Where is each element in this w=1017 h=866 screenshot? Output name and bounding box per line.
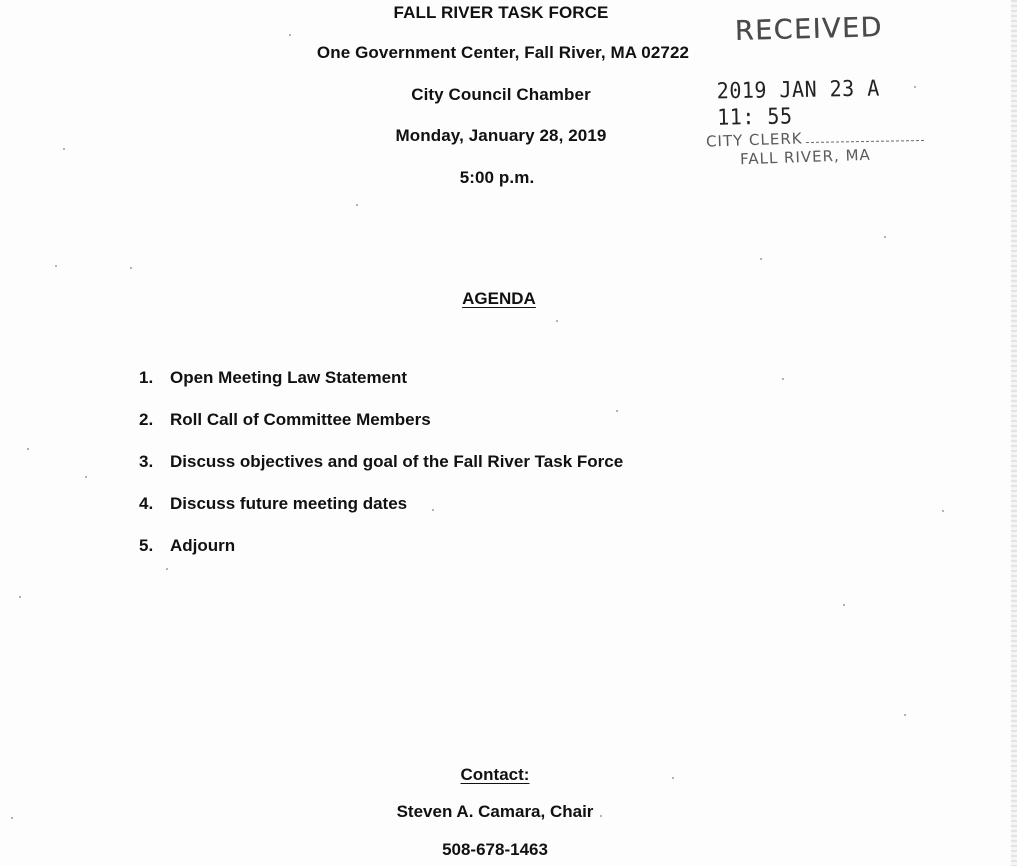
- scan-speck: [356, 204, 358, 206]
- agenda-item-text: Discuss objectives and goal of the Fall River Task Force: [170, 452, 624, 471]
- agenda-heading: AGENDA: [462, 289, 536, 308]
- agenda-item: [139, 494, 623, 536]
- stamp-clerk-text: CITY CLERK: [705, 129, 803, 151]
- agenda-item-text: Discuss future meeting dates: [170, 494, 408, 513]
- agenda-item: [139, 536, 623, 578]
- scan-speck: [760, 258, 762, 260]
- agenda-item-number: 2.: [139, 410, 154, 429]
- scan-speck: [130, 267, 132, 269]
- scan-speck: [556, 320, 558, 322]
- contact-phone: 508-678-1463: [442, 840, 548, 859]
- agenda-item-text: Open Meeting Law Statement: [170, 368, 408, 387]
- agenda-item-number: 1.: [139, 368, 154, 387]
- scan-speck: [63, 148, 65, 150]
- scan-speck: [55, 265, 57, 267]
- document-title: FALL RIVER TASK FORCE: [393, 3, 609, 22]
- stamp-datetime: 2019 JAN 23 A 11: 55: [716, 74, 881, 131]
- scan-speck: [27, 448, 29, 450]
- agenda-item-text: Roll Call of Committee Members: [170, 410, 431, 429]
- agenda-list: [139, 368, 623, 578]
- meeting-time: 5:00 p.m.: [459, 168, 535, 187]
- scan-speck: [904, 714, 906, 716]
- agenda-item: [139, 368, 623, 410]
- meeting-address: One Government Center, Fall River, MA 02722: [316, 43, 690, 62]
- stamp-city-text: FALL RIVER, MA: [739, 145, 872, 169]
- received-stamp: [700, 10, 930, 180]
- meeting-location: City Council Chamber: [411, 85, 591, 104]
- stamp-signature-line: [806, 140, 924, 143]
- scan-speck: [85, 476, 87, 478]
- agenda-item-text: Adjourn: [170, 536, 236, 555]
- contact-name: Steven A. Camara, Chair: [396, 802, 594, 821]
- agenda-item-number: 3.: [139, 452, 154, 471]
- scan-speck: [843, 604, 845, 606]
- scan-speck: [884, 236, 886, 238]
- contact-heading: Contact:: [460, 765, 530, 784]
- scan-speck: [289, 34, 291, 36]
- scan-speck: [782, 378, 784, 380]
- scan-speck: [942, 510, 944, 512]
- scan-speck: [19, 596, 21, 598]
- agenda-item: [139, 452, 623, 494]
- meeting-date: Monday, January 28, 2019: [395, 126, 607, 145]
- stamp-received-text: RECEIVED: [734, 12, 884, 47]
- agenda-item-number: 4.: [139, 494, 154, 513]
- agenda-item-number: 5.: [139, 536, 154, 555]
- scan-edge: [1011, 0, 1017, 866]
- agenda-item: [139, 410, 623, 452]
